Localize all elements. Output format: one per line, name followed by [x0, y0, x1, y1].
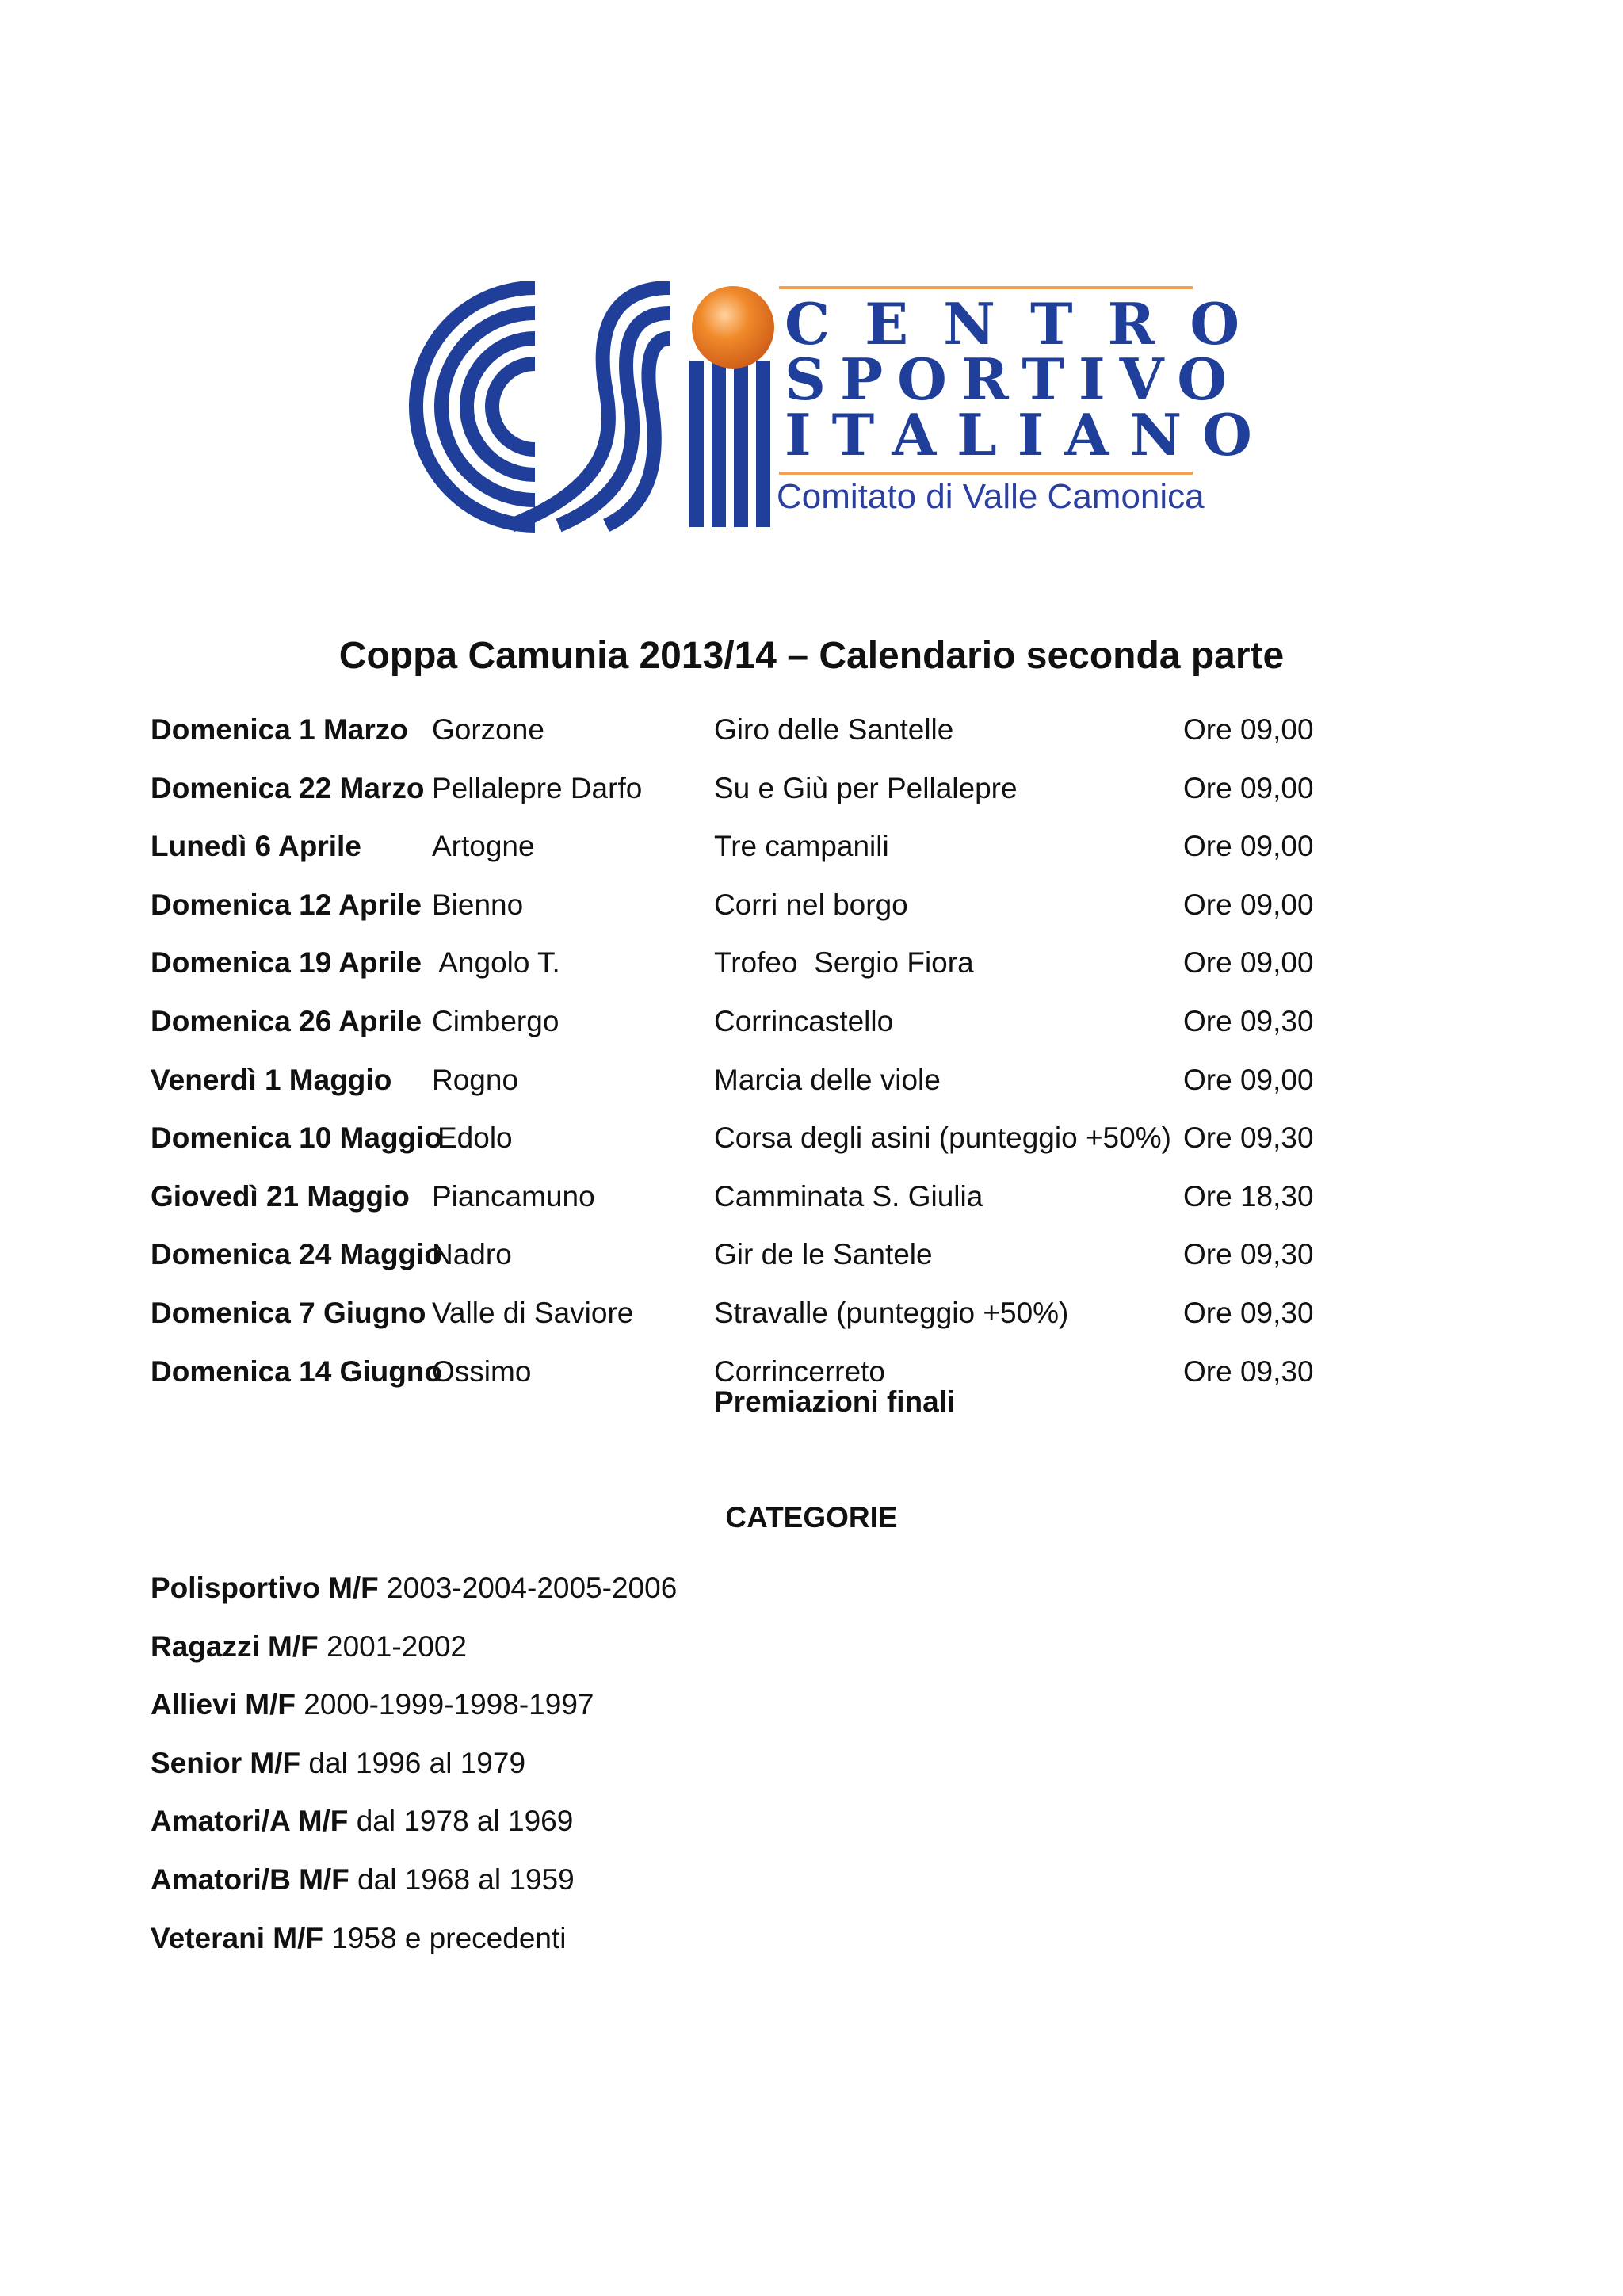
calendar-time: Ore 09,00	[1183, 771, 1314, 804]
calendar-date: Domenica 12 Aprile	[151, 888, 422, 921]
calendar-time: Ore 09,00	[1183, 946, 1314, 980]
calendar-time: Ore 09,00	[1183, 713, 1314, 746]
calendar-event: Su e Giù per Pellalepre	[714, 771, 1018, 804]
calendar-time: Ore 09,30	[1183, 1296, 1314, 1329]
calendar-place: Artogne	[432, 830, 535, 863]
calendar-date: Venerdì 1 Maggio	[151, 1063, 392, 1096]
category-item	[151, 1570, 677, 1629]
calendar-time: Ore 09,00	[1183, 1063, 1314, 1096]
calendar-date: Domenica 22 Marzo	[151, 771, 425, 804]
calendar-time: Ore 09,30	[1183, 1354, 1314, 1388]
calendar-date: Giovedì 21 Maggio	[151, 1179, 410, 1213]
calendar-place: Valle di Saviore	[432, 1296, 634, 1329]
logo-word-centro: CENTRO	[785, 290, 1275, 357]
calendar-time: Ore 09,00	[1183, 888, 1314, 921]
calendar-event: Tre campanili	[714, 830, 889, 863]
calendar-row	[151, 828, 1498, 887]
calendar-place: Rogno	[432, 1063, 519, 1096]
calendar-event: Corsa degli asini (punteggio +50%)	[714, 1121, 1171, 1155]
category-name: Amatori/A M/F	[151, 1805, 349, 1838]
calendar-time: Ore 09,30	[1183, 1121, 1314, 1155]
categories-heading: CATEGORIE	[725, 1501, 898, 1534]
calendar-date: Domenica 19 Aprile	[151, 946, 422, 980]
calendar-row	[151, 1295, 1498, 1354]
calendar-row	[151, 1179, 1498, 1237]
calendar-place: Angolo T.	[432, 946, 560, 980]
calendar-time: Ore 09,00	[1183, 830, 1314, 863]
calendar-row	[151, 945, 1498, 1003]
calendar-date: Domenica 26 Aprile	[151, 1004, 422, 1037]
calendar-event: Gir de le Santele	[714, 1238, 933, 1271]
calendar-time: Ore 18,30	[1183, 1179, 1314, 1213]
calendar-row	[151, 887, 1498, 946]
category-item	[151, 1687, 677, 1745]
category-years: 2003-2004-2005-2006	[378, 1572, 678, 1604]
calendar-date: Domenica 7 Giugno	[151, 1296, 426, 1329]
logo-word-sportivo: SPORTIVO	[785, 346, 1241, 413]
calendar-row	[151, 1062, 1498, 1121]
calendar-row	[151, 1120, 1498, 1179]
category-name: Ragazzi M/F	[151, 1629, 319, 1663]
calendar-event: Corrincastello	[714, 1004, 894, 1037]
calendar-date: Domenica 24 Maggio	[151, 1238, 443, 1271]
category-name: Polisportivo M/F	[151, 1572, 379, 1604]
category-years: 2000-1999-1998-1997	[295, 1688, 594, 1721]
calendar-note: Premiazioni finali	[714, 1385, 956, 1418]
calendar-row	[151, 1236, 1498, 1295]
category-years: 1958 e precedenti	[323, 1921, 567, 1954]
category-years: dal 1996 al 1979	[300, 1746, 526, 1779]
calendar-time: Ore 09,30	[1183, 1004, 1314, 1037]
calendar-event: Stravalle (punteggio +50%)	[714, 1296, 1069, 1329]
categories-list	[151, 1570, 677, 1978]
category-years: 2001-2002	[318, 1629, 467, 1663]
category-item	[151, 1745, 677, 1804]
calendar-place: Bienno	[432, 888, 524, 921]
calendar-event: Corri nel borgo	[714, 888, 908, 921]
logo-word-italiano: ITALIANO	[785, 401, 1273, 468]
calendar-event: Marcia delle viole	[714, 1063, 941, 1096]
category-item	[151, 1862, 677, 1920]
category-item	[151, 1629, 677, 1687]
calendar-event: Giro delle Santelle	[714, 713, 954, 746]
category-item	[151, 1920, 677, 1979]
calendar-time: Ore 09,30	[1183, 1238, 1314, 1271]
calendar-place: Cimbergo	[432, 1004, 559, 1037]
calendar-date: Domenica 1 Marzo	[151, 713, 408, 746]
calendar-place: Gorzone	[432, 713, 544, 746]
page-title: Coppa Camunia 2013/14 – Calendario seconda parte	[338, 635, 1285, 677]
calendar-table	[151, 712, 1498, 1418]
category-name: Senior M/F	[151, 1746, 301, 1779]
calendar-place: Ossimo	[432, 1354, 532, 1388]
calendar-date: Lunedì 6 Aprile	[151, 830, 361, 863]
csi-logo	[408, 281, 1275, 535]
calendar-event: Corrincerreto	[714, 1354, 885, 1388]
calendar-row	[151, 1354, 1498, 1418]
calendar-row	[151, 770, 1498, 829]
calendar-place: Nadro	[432, 1238, 512, 1271]
category-name: Veterani M/F	[151, 1921, 323, 1954]
calendar-place: Pellalepre Darfo	[432, 771, 643, 804]
calendar-row	[151, 712, 1498, 770]
calendar-place: Edolo	[437, 1121, 513, 1155]
category-name: Amatori/B M/F	[151, 1862, 349, 1896]
category-years: dal 1968 al 1959	[349, 1862, 575, 1896]
calendar-event: Trofeo Sergio Fiora	[714, 946, 974, 980]
calendar-date: Domenica 14 Giugno	[151, 1354, 443, 1388]
category-item	[151, 1803, 677, 1862]
category-name: Allievi M/F	[151, 1688, 296, 1721]
category-years: dal 1978 al 1969	[348, 1805, 574, 1838]
logo-subtitle: Comitato di Valle Camonica	[777, 477, 1205, 516]
calendar-row	[151, 1003, 1498, 1062]
calendar-place: Piancamuno	[432, 1179, 595, 1213]
calendar-event: Camminata S. Giulia	[714, 1179, 983, 1213]
calendar-date: Domenica 10 Maggio	[151, 1121, 443, 1155]
